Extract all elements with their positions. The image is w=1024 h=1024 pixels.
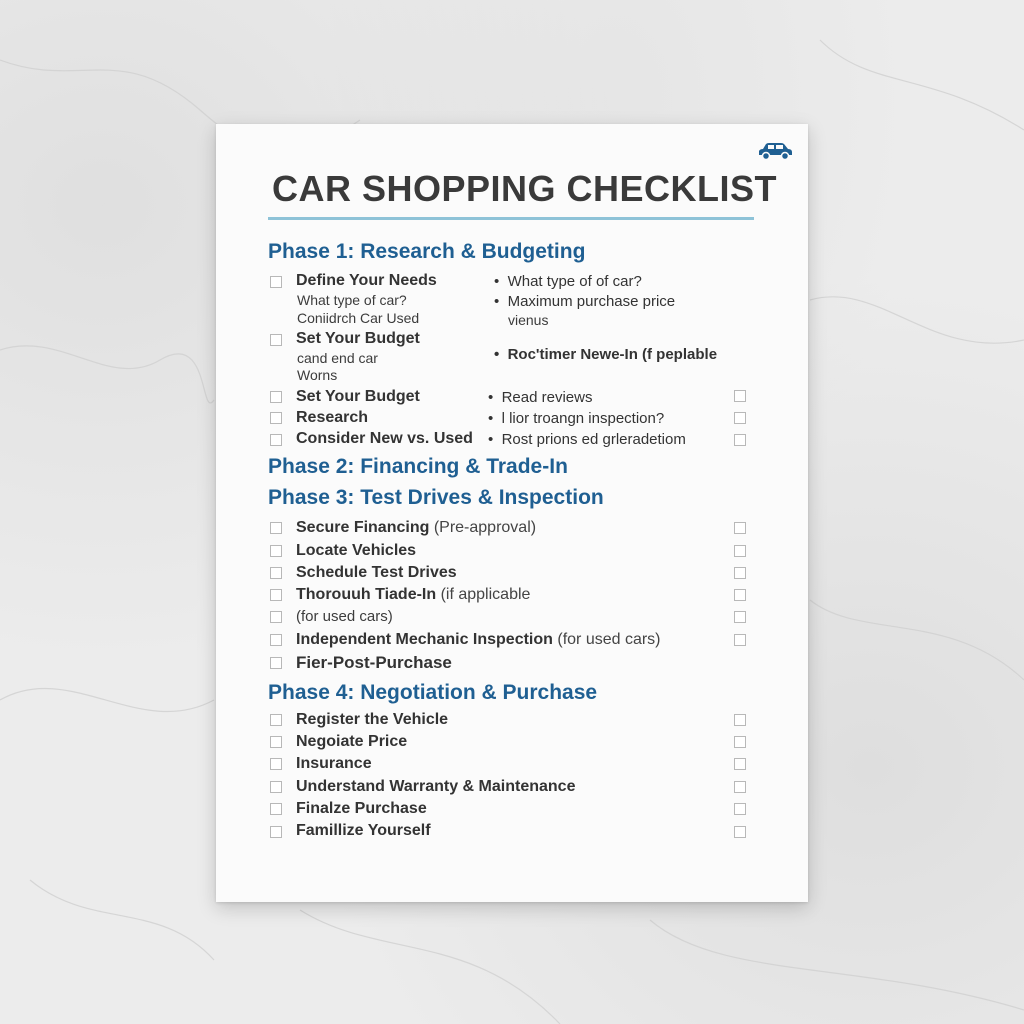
item-detail: Worns xyxy=(297,367,338,383)
checklist-item: Negoiate Price xyxy=(296,733,408,750)
item-detail: What type of car? xyxy=(297,292,407,308)
phase4-heading: Phase 4: Negotiation & Purchase xyxy=(268,681,598,704)
checklist-item: Define Your Needs xyxy=(296,272,437,289)
checkbox[interactable] xyxy=(270,714,282,726)
checklist-item: Finalze Purchase xyxy=(296,800,427,817)
checkbox[interactable] xyxy=(734,634,746,646)
checkbox[interactable] xyxy=(734,545,746,557)
phase3-heading: Phase 3: Test Drives & Inspection xyxy=(268,486,604,509)
checklist-item: Famillize Yourself xyxy=(296,822,431,839)
item-detail: (for used cars) xyxy=(296,608,393,625)
checkbox[interactable] xyxy=(734,390,746,402)
checkbox[interactable] xyxy=(734,736,746,748)
checklist-item: Schedule Test Drives xyxy=(296,564,457,581)
checkbox[interactable] xyxy=(270,276,282,288)
checkbox[interactable] xyxy=(270,736,282,748)
checkbox[interactable] xyxy=(270,412,282,424)
page-title: CAR SHOPPING CHECKLIST xyxy=(272,168,778,209)
checklist-item: Locate Vehicles xyxy=(296,542,417,559)
checkbox[interactable] xyxy=(734,611,746,623)
checkbox[interactable] xyxy=(270,434,282,446)
checklist-item: Understand Warranty & Maintenance xyxy=(296,778,576,795)
checkbox[interactable] xyxy=(734,434,746,446)
car-icon xyxy=(756,140,794,162)
phase1-heading: Phase 1: Research & Budgeting xyxy=(268,240,586,263)
checkbox[interactable] xyxy=(734,803,746,815)
checklist-item: Set Your Budget xyxy=(296,330,420,347)
checkbox[interactable] xyxy=(270,589,282,601)
checkbox[interactable] xyxy=(734,714,746,726)
checkbox[interactable] xyxy=(270,611,282,623)
checkbox[interactable] xyxy=(270,826,282,838)
checkbox[interactable] xyxy=(734,589,746,601)
bullet-detail: vienus xyxy=(508,312,549,328)
checkbox[interactable] xyxy=(270,657,282,669)
checklist-item: Fier-Post-Purchase xyxy=(296,653,452,672)
checkbox[interactable] xyxy=(270,803,282,815)
checkbox[interactable] xyxy=(734,412,746,424)
bullet-item: • What type of of car? xyxy=(494,273,642,290)
checkbox[interactable] xyxy=(734,781,746,793)
checkbox[interactable] xyxy=(270,522,282,534)
checklist-item: Register the Vehicle xyxy=(296,711,449,728)
checkbox[interactable] xyxy=(270,391,282,403)
checklist-item: Consider New vs. Used xyxy=(296,430,473,447)
bullet-item: • Roc'timer Newe-In (f peplable xyxy=(494,346,718,363)
checklist-item: Secure Financing (Pre-approval) xyxy=(296,519,537,536)
bullet-item: • l lior troangn inspection? xyxy=(488,410,665,427)
bullet-item: • Maximum purchase price xyxy=(494,293,676,310)
checkbox[interactable] xyxy=(734,567,746,579)
checkbox[interactable] xyxy=(734,826,746,838)
title-divider xyxy=(268,217,754,220)
checklist-item: Independent Mechanic Inspection (for used cars) xyxy=(296,631,661,648)
checkbox[interactable] xyxy=(270,567,282,579)
checkbox[interactable] xyxy=(734,522,746,534)
bullet-item: • Read reviews xyxy=(488,389,593,406)
checkbox[interactable] xyxy=(270,545,282,557)
checklist-item: Insurance xyxy=(296,755,372,772)
checklist-sheet xyxy=(216,124,808,902)
checklist-item: Set Your Budget xyxy=(296,388,420,405)
phase2-heading: Phase 2: Financing & Trade-In xyxy=(268,455,568,478)
checkbox[interactable] xyxy=(270,758,282,770)
checklist-item: Thorouuh Tiade-In (if applicable xyxy=(296,586,531,603)
checklist-item: Research xyxy=(296,409,369,426)
checkbox[interactable] xyxy=(734,758,746,770)
bullet-item: • Rost prions ed grleradetiom xyxy=(488,431,686,448)
item-detail: Coniidrch Car Used xyxy=(297,310,420,326)
checkbox[interactable] xyxy=(270,781,282,793)
item-detail: cand end car xyxy=(297,350,378,366)
checkbox[interactable] xyxy=(270,334,282,346)
checkbox[interactable] xyxy=(270,634,282,646)
